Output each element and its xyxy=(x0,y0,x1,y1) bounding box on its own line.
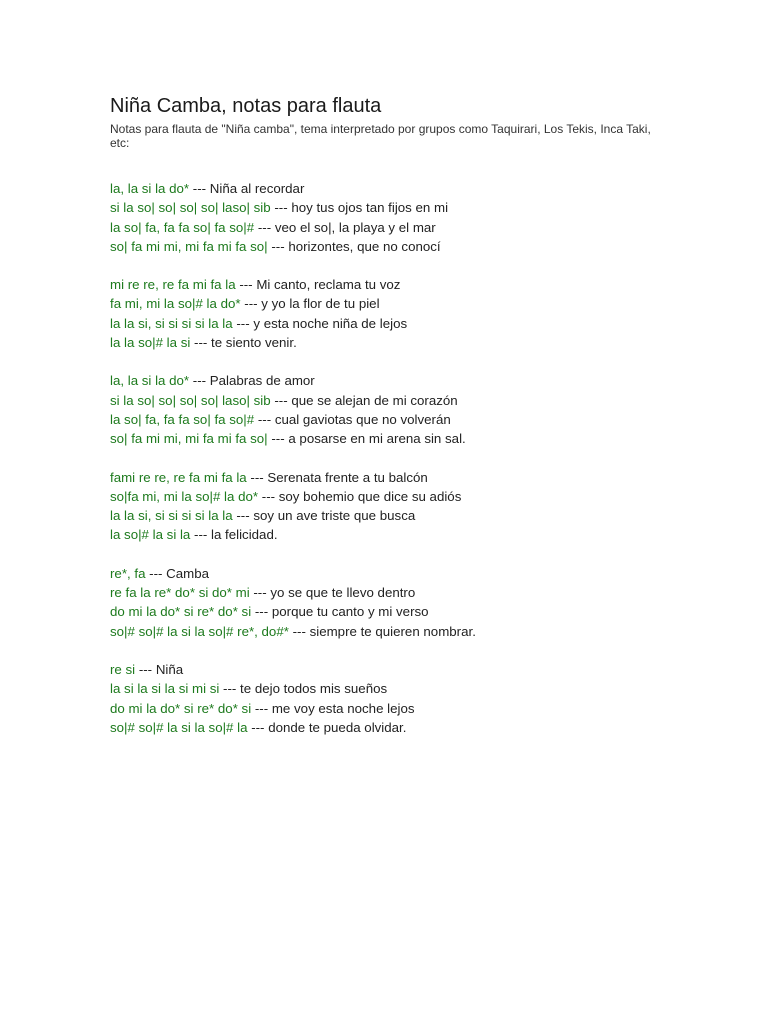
lyric-text: que se alejan de mi corazón xyxy=(291,392,458,408)
lyric-text: a posarse en mi arena sin sal. xyxy=(288,431,466,447)
separator: --- xyxy=(267,431,289,447)
lyric-text: te dejo todos mis sueños xyxy=(240,681,388,697)
flute-notes: mi re re, re fa mi fa la xyxy=(110,277,236,293)
flute-notes: la la si, si si si si la la xyxy=(110,508,233,524)
lyric-text: porque tu canto y mi verso xyxy=(271,604,429,620)
song-line xyxy=(110,429,768,448)
flute-notes: do mi la do* si re* do* si xyxy=(110,604,252,620)
separator: --- xyxy=(189,181,210,196)
separator: --- xyxy=(270,392,292,408)
flute-notes: la so|# la si la xyxy=(110,527,191,543)
separator: --- xyxy=(267,238,289,254)
lyric-text: Mi canto, reclama tu voz xyxy=(256,277,401,293)
separator: --- xyxy=(219,681,241,697)
flute-notes: la so| fa, fa fa so| fa so|# xyxy=(110,411,255,427)
flute-notes: fa mi, mi la so|# la do* xyxy=(110,296,241,312)
song-line xyxy=(110,198,768,217)
song-line xyxy=(110,371,768,390)
flute-notes: la si la si la si mi si xyxy=(110,681,220,697)
flute-notes: la la si, si si si si la la xyxy=(110,315,233,331)
flute-notes: la, la si la do* xyxy=(110,373,190,389)
flute-notes: si la so| so| so| so| laso| sib xyxy=(110,392,271,408)
lyric-text: me voy esta noche lejos xyxy=(271,700,415,716)
lyric-text: Palabras de amor xyxy=(209,373,315,389)
stanza xyxy=(110,275,768,352)
separator: --- xyxy=(247,719,269,735)
separator: --- xyxy=(190,335,212,351)
lyric-text: Niña xyxy=(155,661,184,677)
lyric-text: yo se que te llevo dentro xyxy=(270,585,416,601)
separator: --- xyxy=(246,469,268,485)
stanza xyxy=(110,468,768,545)
separator: --- xyxy=(288,623,310,639)
page-subtitle: Notas para flauta de "Niña camba", tema interpretado por grupos como Taquirari, Los Tekis, Inca Taki, etc: xyxy=(110,122,651,150)
song-line xyxy=(110,487,768,506)
separator: --- xyxy=(240,296,262,312)
song-line xyxy=(110,314,768,333)
song-line xyxy=(110,506,768,525)
separator: --- xyxy=(189,373,210,389)
separator: --- xyxy=(249,585,271,601)
separator: --- xyxy=(145,565,167,581)
flute-notes: so| fa mi mi, mi fa mi fa so| xyxy=(110,238,268,254)
lyric-text: te siento venir. xyxy=(211,335,297,351)
separator: --- xyxy=(254,219,275,235)
song-line xyxy=(110,699,768,718)
song-line xyxy=(110,468,768,487)
lyric-text: y yo la flor de tu piel xyxy=(261,296,380,312)
flute-notes: so|# so|# la si la so|# re*, do#* xyxy=(110,623,289,639)
separator: --- xyxy=(251,700,272,716)
lyric-text: y esta noche niña de lejos xyxy=(253,315,408,331)
lyric-text: donde te pueda olvidar. xyxy=(268,719,407,735)
lyric-text: Serenata frente a tu balcón xyxy=(267,469,428,485)
flute-notes: fami re re, re fa mi fa la xyxy=(110,469,247,485)
flute-notes: la, la si la do* xyxy=(110,181,190,196)
stanza xyxy=(110,660,768,737)
song-line xyxy=(110,679,768,698)
separator: --- xyxy=(254,411,275,427)
page-title: Niña Camba, notas para flauta xyxy=(110,95,382,117)
stanza xyxy=(110,371,768,448)
song-line xyxy=(110,179,768,198)
separator: --- xyxy=(270,200,292,216)
flute-notes: so| fa mi mi, mi fa mi fa so| xyxy=(110,431,268,447)
lyric-text: Niña al recordar xyxy=(209,181,305,196)
song-line xyxy=(110,237,768,256)
song-line xyxy=(110,622,768,641)
separator: --- xyxy=(251,604,272,620)
separator: --- xyxy=(232,315,254,331)
flute-notes: re fa la re* do* si do* mi xyxy=(110,585,250,601)
flute-notes: la so| fa, fa fa so| fa so|# xyxy=(110,219,255,235)
song-line xyxy=(110,294,768,313)
song-stanzas xyxy=(110,179,768,737)
flute-notes: re si xyxy=(110,661,136,677)
song-line xyxy=(110,333,768,352)
flute-notes: so|fa mi, mi la so|# la do* xyxy=(110,488,259,504)
song-line xyxy=(110,275,768,294)
flute-notes: la la so|# la si xyxy=(110,335,191,351)
separator: --- xyxy=(232,508,254,524)
flute-notes: re*, fa xyxy=(110,565,146,581)
song-line xyxy=(110,718,768,737)
song-line xyxy=(110,660,768,679)
lyric-text: la felicidad. xyxy=(211,527,278,543)
separator: --- xyxy=(258,488,279,504)
separator: --- xyxy=(190,527,212,543)
flute-notes: do mi la do* si re* do* si xyxy=(110,700,252,716)
song-line xyxy=(110,602,768,621)
song-line xyxy=(110,583,768,602)
lyric-text: Camba xyxy=(166,565,210,581)
song-line xyxy=(110,525,768,544)
song-line xyxy=(110,410,768,429)
song-line xyxy=(110,564,768,583)
separator: --- xyxy=(135,661,156,677)
stanza xyxy=(110,564,768,641)
lyric-text: siempre te quieren nombrar. xyxy=(309,623,476,639)
flute-notes: so|# so|# la si la so|# la xyxy=(110,719,248,735)
stanza xyxy=(110,179,768,256)
lyric-text: soy bohemio que dice su adiós xyxy=(278,488,462,504)
song-line xyxy=(110,391,768,410)
lyric-text: horizontes, que no conocí xyxy=(288,238,441,254)
lyric-text: cual gaviotas que no volverán xyxy=(274,411,451,427)
lyric-text: hoy tus ojos tan fijos en mi xyxy=(291,200,449,216)
lyric-text: soy un ave triste que busca xyxy=(253,508,416,524)
flute-notes: si la so| so| so| so| laso| sib xyxy=(110,200,271,216)
song-line xyxy=(110,218,768,237)
separator: --- xyxy=(235,277,257,293)
lyric-text: veo el so|, la playa y el mar xyxy=(274,219,436,235)
